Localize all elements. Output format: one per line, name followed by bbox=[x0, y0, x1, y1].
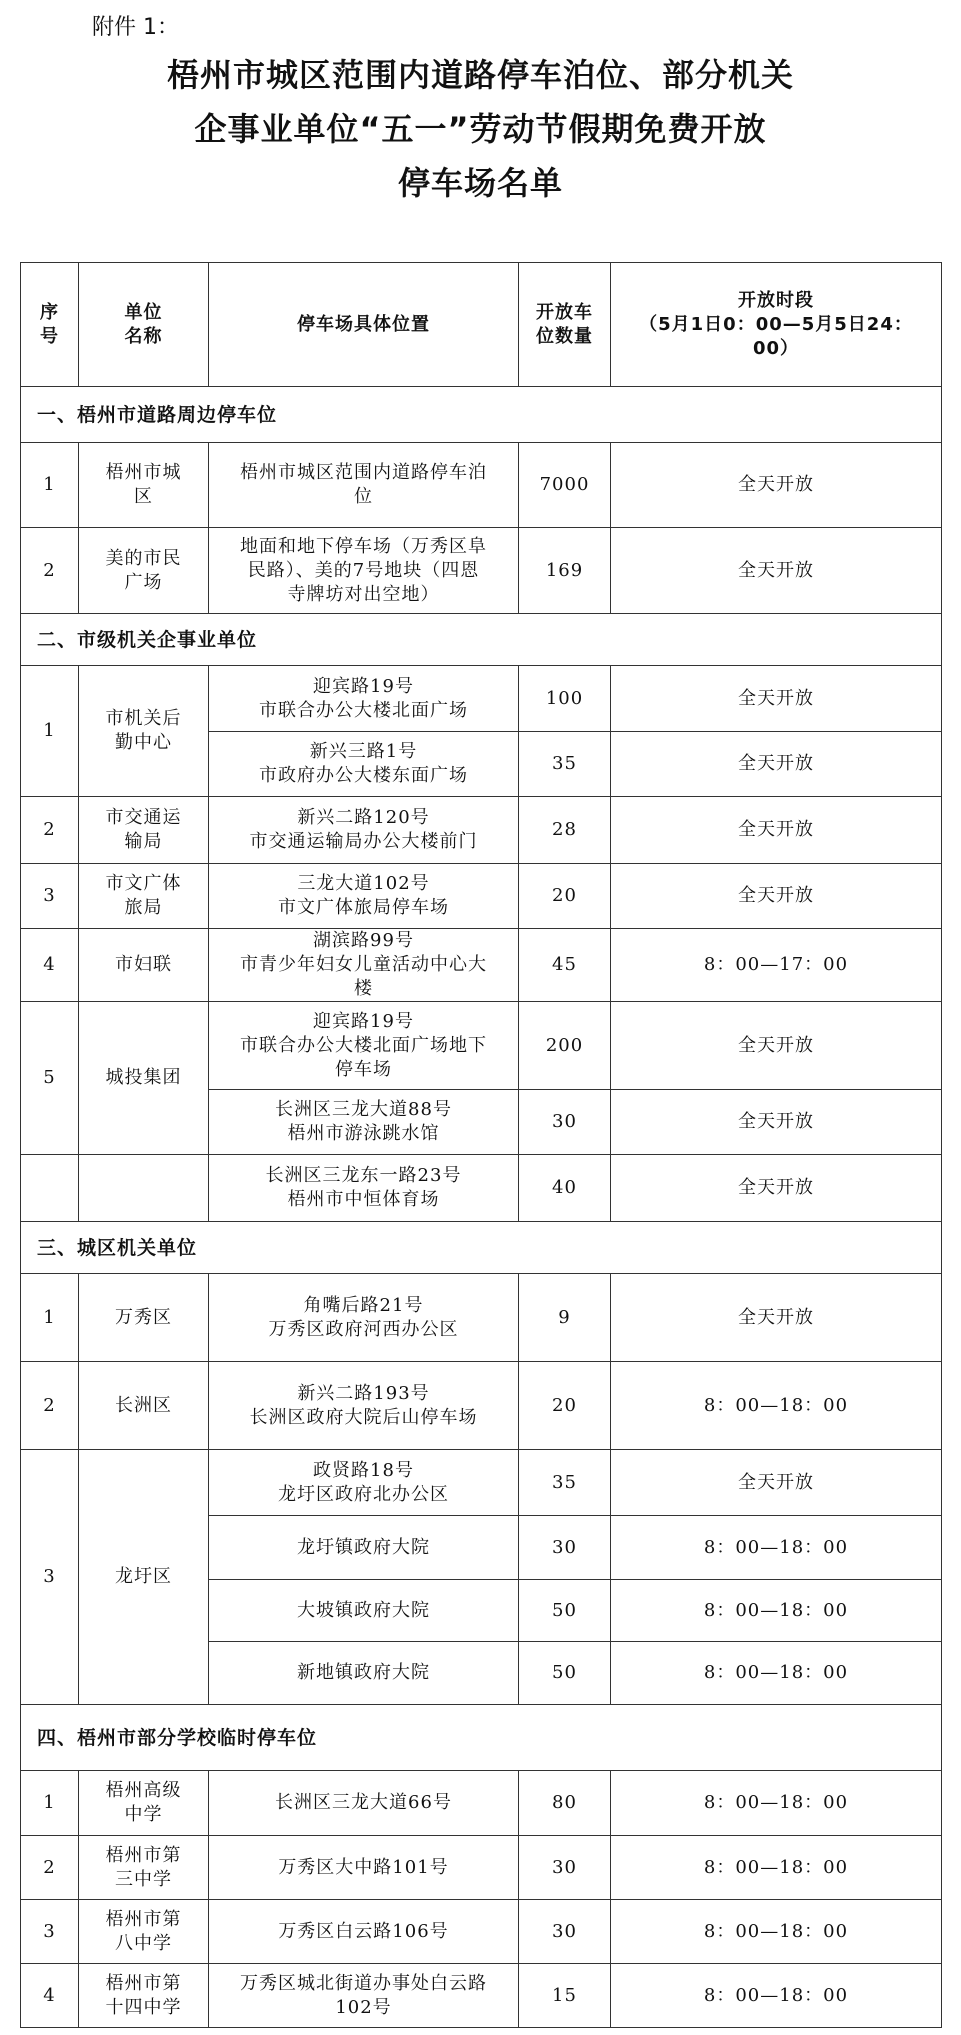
cell-count: 30 bbox=[519, 1836, 611, 1900]
cell-seq: 2 bbox=[21, 797, 79, 864]
header-location: 停车场具体位置 bbox=[209, 263, 519, 387]
cell-count: 20 bbox=[519, 864, 611, 929]
cell-location: 长洲区三龙大道88号 梧州市游泳跳水馆 bbox=[209, 1090, 519, 1155]
header-unit: 单位 名称 bbox=[79, 263, 209, 387]
cell-count: 45 bbox=[519, 929, 611, 1002]
cell-seq: 2 bbox=[21, 1362, 79, 1450]
cell-unit: 城投集团 bbox=[79, 1002, 209, 1155]
table-row bbox=[21, 1274, 942, 1362]
cell-seq: 3 bbox=[21, 864, 79, 929]
cell-unit bbox=[79, 1155, 209, 1222]
cell-time: 8：00—17：00 bbox=[611, 929, 942, 1002]
section-row bbox=[21, 387, 942, 443]
table-row bbox=[21, 1900, 942, 1964]
cell-location: 万秀区白云路106号 bbox=[209, 1900, 519, 1964]
title-line-1: 梧州市城区范围内道路停车泊位、部分机关 bbox=[166, 56, 794, 94]
cell-time: 全天开放 bbox=[611, 797, 942, 864]
cell-unit: 万秀区 bbox=[79, 1274, 209, 1362]
cell-time: 8：00—18：00 bbox=[611, 1900, 942, 1964]
cell-location: 龙圩镇政府大院 bbox=[209, 1516, 519, 1580]
title-line-3: 停车场名单 bbox=[397, 164, 563, 202]
section-title: 三、城区机关单位 bbox=[21, 1222, 942, 1274]
table-row bbox=[21, 1450, 942, 1516]
cell-time: 8：00—18：00 bbox=[611, 1964, 942, 2028]
section-row bbox=[21, 1705, 942, 1771]
cell-location: 万秀区大中路101号 bbox=[209, 1836, 519, 1900]
table-row bbox=[21, 1964, 942, 2028]
cell-time: 全天开放 bbox=[611, 443, 942, 528]
cell-time: 8：00—18：00 bbox=[611, 1836, 942, 1900]
section-title: 四、梧州市部分学校临时停车位 bbox=[21, 1705, 942, 1771]
cell-location: 万秀区城北街道办事处白云路 102号 bbox=[209, 1964, 519, 2028]
cell-count: 30 bbox=[519, 1900, 611, 1964]
table-row bbox=[21, 797, 942, 864]
cell-location: 迎宾路19号 市联合办公大楼北面广场地下 停车场 bbox=[209, 1002, 519, 1090]
section-title: 二、市级机关企事业单位 bbox=[21, 614, 942, 666]
cell-seq: 4 bbox=[21, 929, 79, 1002]
cell-unit: 市机关后 勤中心 bbox=[79, 666, 209, 797]
cell-count: 9 bbox=[519, 1274, 611, 1362]
cell-seq: 3 bbox=[21, 1450, 79, 1705]
cell-unit: 梧州市城 区 bbox=[79, 443, 209, 528]
cell-count: 30 bbox=[519, 1090, 611, 1155]
cell-count: 35 bbox=[519, 732, 611, 797]
section-row bbox=[21, 614, 942, 666]
cell-count: 169 bbox=[519, 528, 611, 614]
cell-seq: 1 bbox=[21, 1771, 79, 1836]
cell-location: 地面和地下停车场（万秀区阜 民路）、美的7号地块（四恩 寺牌坊对出空地） bbox=[209, 528, 519, 614]
cell-seq: 1 bbox=[21, 1274, 79, 1362]
cell-location: 梧州市城区范围内道路停车泊 位 bbox=[209, 443, 519, 528]
cell-location: 大坡镇政府大院 bbox=[209, 1580, 519, 1642]
table-row bbox=[21, 528, 942, 614]
cell-time: 全天开放 bbox=[611, 1155, 942, 1222]
section-title: 一、梧州市道路周边停车位 bbox=[21, 387, 942, 443]
cell-unit: 梧州市第 八中学 bbox=[79, 1900, 209, 1964]
cell-location: 长洲区三龙大道66号 bbox=[209, 1771, 519, 1836]
table-row bbox=[21, 864, 942, 929]
attachment-label: 附件 1： bbox=[92, 15, 179, 40]
cell-unit: 美的市民 广场 bbox=[79, 528, 209, 614]
cell-time: 全天开放 bbox=[611, 1450, 942, 1516]
cell-time: 8：00—18：00 bbox=[611, 1516, 942, 1580]
header-time: 开放时段 （5月1日0：00—5月5日24： 00） bbox=[611, 263, 942, 387]
cell-time: 全天开放 bbox=[611, 1002, 942, 1090]
cell-time: 8：00—18：00 bbox=[611, 1580, 942, 1642]
table-row bbox=[21, 929, 942, 1002]
cell-time: 全天开放 bbox=[611, 528, 942, 614]
cell-count: 80 bbox=[519, 1771, 611, 1836]
cell-time: 全天开放 bbox=[611, 732, 942, 797]
cell-location: 新兴二路120号 市交通运输局办公大楼前门 bbox=[209, 797, 519, 864]
table-row bbox=[21, 443, 942, 528]
cell-seq: 1 bbox=[21, 666, 79, 797]
cell-unit: 梧州市第 十四中学 bbox=[79, 1964, 209, 2028]
cell-time: 全天开放 bbox=[611, 864, 942, 929]
cell-location: 迎宾路19号 市联合办公大楼北面广场 bbox=[209, 666, 519, 732]
cell-location: 新兴三路1号 市政府办公大楼东面广场 bbox=[209, 732, 519, 797]
cell-seq: 5 bbox=[21, 1002, 79, 1155]
cell-count: 30 bbox=[519, 1516, 611, 1580]
cell-location: 角嘴后路21号 万秀区政府河西办公区 bbox=[209, 1274, 519, 1362]
cell-location: 政贤路18号 龙圩区政府北办公区 bbox=[209, 1450, 519, 1516]
cell-unit: 梧州市第 三中学 bbox=[79, 1836, 209, 1900]
cell-count: 35 bbox=[519, 1450, 611, 1516]
cell-seq: 2 bbox=[21, 1836, 79, 1900]
cell-count: 100 bbox=[519, 666, 611, 732]
cell-time: 8：00—18：00 bbox=[611, 1642, 942, 1705]
table-row bbox=[21, 666, 942, 732]
header-count: 开放车 位数量 bbox=[519, 263, 611, 387]
cell-time: 8：00—18：00 bbox=[611, 1362, 942, 1450]
cell-unit: 市妇联 bbox=[79, 929, 209, 1002]
table-row bbox=[21, 1002, 942, 1090]
table-row bbox=[21, 1771, 942, 1836]
table-header-row bbox=[21, 263, 942, 387]
header-seq: 序 号 bbox=[21, 263, 79, 387]
cell-count: 7000 bbox=[519, 443, 611, 528]
cell-unit: 市交通运 输局 bbox=[79, 797, 209, 864]
cell-seq: 4 bbox=[21, 1964, 79, 2028]
cell-time: 全天开放 bbox=[611, 666, 942, 732]
cell-location: 三龙大道102号 市文广体旅局停车场 bbox=[209, 864, 519, 929]
cell-time: 全天开放 bbox=[611, 1090, 942, 1155]
cell-location: 长洲区三龙东一路23号 梧州市中恒体育场 bbox=[209, 1155, 519, 1222]
cell-location: 新地镇政府大院 bbox=[209, 1642, 519, 1705]
cell-count: 40 bbox=[519, 1155, 611, 1222]
cell-seq bbox=[21, 1155, 79, 1222]
cell-count: 50 bbox=[519, 1642, 611, 1705]
cell-time: 全天开放 bbox=[611, 1274, 942, 1362]
title-line-2: 企事业单位“五一”劳动节假期免费开放 bbox=[194, 110, 767, 148]
cell-unit: 长洲区 bbox=[79, 1362, 209, 1450]
cell-seq: 1 bbox=[21, 443, 79, 528]
table-row bbox=[21, 1362, 942, 1450]
table-row bbox=[21, 1836, 942, 1900]
cell-location: 湖滨路99号 市青少年妇女儿童活动中心大 楼 bbox=[209, 929, 519, 1002]
cell-unit: 市文广体 旅局 bbox=[79, 864, 209, 929]
cell-time: 8：00—18：00 bbox=[611, 1771, 942, 1836]
section-row bbox=[21, 1222, 942, 1274]
cell-count: 20 bbox=[519, 1362, 611, 1450]
cell-seq: 3 bbox=[21, 1900, 79, 1964]
cell-seq: 2 bbox=[21, 528, 79, 614]
parking-list-table bbox=[20, 262, 942, 2028]
cell-unit: 梧州高级 中学 bbox=[79, 1771, 209, 1836]
cell-location: 新兴二路193号 长洲区政府大院后山停车场 bbox=[209, 1362, 519, 1450]
table-row bbox=[21, 1155, 942, 1222]
cell-count: 28 bbox=[519, 797, 611, 864]
cell-count: 200 bbox=[519, 1002, 611, 1090]
cell-count: 15 bbox=[519, 1964, 611, 2028]
cell-unit: 龙圩区 bbox=[79, 1450, 209, 1705]
cell-count: 50 bbox=[519, 1580, 611, 1642]
